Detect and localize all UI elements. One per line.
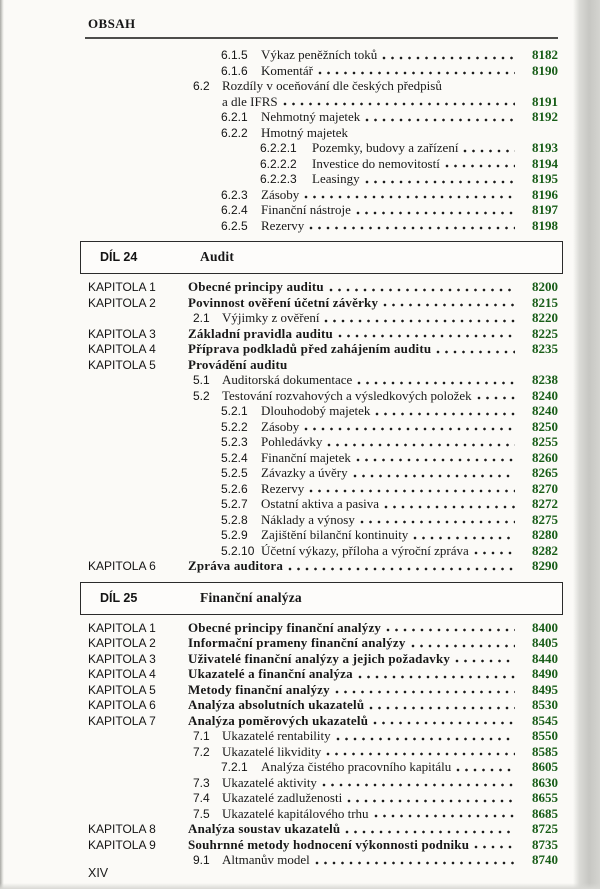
entry-title: Metody finanční analýzy [188,681,330,697]
entry-number: 5.2.10 [221,543,255,558]
toc-entry [88,94,558,110]
kapitola-label: KAPITOLA 3 [88,651,156,666]
entry-page: 8235 [532,341,558,356]
leader-dots [326,751,515,757]
entry-title: Ukazatelé rentability [222,728,331,743]
kapitola-label: KAPITOLA 5 [88,682,156,697]
entry-page: 8195 [532,171,558,186]
leader-dots [356,457,515,463]
entry-page: 8240 [532,403,558,418]
entry-page: 8196 [532,186,558,202]
toc-entry [88,279,558,295]
kapitola-label: KAPITOLA 7 [88,713,156,728]
toc-entry [88,713,558,729]
leader-dots [365,117,515,123]
entry-title: Investice do nemovitostí [312,155,440,171]
leader-dots [318,70,515,76]
entry-number: 2.1 [193,311,210,325]
leader-dots [365,179,515,185]
leader-dots [384,504,515,510]
page-footer: XIV [88,866,109,880]
entry-number: 5.1 [193,373,210,387]
leader-dots [304,426,515,432]
entry-page: 8215 [532,294,558,310]
entry-title: a dle IFRS [222,93,278,109]
entry-page: 8197 [532,202,558,217]
toc-entry [88,341,558,357]
toc-entry [88,63,558,79]
page-content [88,16,558,868]
entry-title: Pohledávky [261,434,323,449]
toc-entry [88,171,558,187]
entry-page: 8198 [532,217,558,233]
entry-title: Rezervy [261,480,305,496]
entry-number: 6.1.6 [221,63,248,78]
toc-sections [88,47,558,868]
dil-title: Audit [200,249,235,264]
entry-number: 9.1 [193,853,210,867]
kapitola-label: KAPITOLA 3 [88,326,156,341]
entry-number: 5.2.3 [221,435,248,449]
leader-dots [345,829,515,835]
toc-entry [88,481,558,497]
entry-page: 8270 [532,480,558,496]
entry-title: Analýza poměrových ukazatelů [188,712,369,728]
leader-dots [474,844,515,850]
entry-number: 6.1.5 [221,48,248,62]
leader-dots [335,689,515,695]
entry-page: 8405 [532,635,558,650]
toc-entry [88,202,558,218]
entry-number: 6.2.1 [221,110,248,124]
entry-title: Náklady a výnosy [261,511,355,527]
toc-entry [88,187,558,203]
toc-entry [88,527,558,543]
toc-entry [88,744,558,760]
entry-number: 5.2 [193,388,210,403]
toc-entry [88,558,558,574]
entry-number: 7.3 [193,775,210,790]
toc-entry [88,403,558,419]
toc-entry [88,697,558,713]
toc-entry [88,821,558,837]
entry-page: 8240 [532,387,558,403]
entry-page: 8194 [532,155,558,171]
toc-entry [88,635,558,651]
entry-page: 8605 [532,759,558,774]
leader-dots [456,767,515,773]
leader-dots [477,395,515,401]
entry-title: Rezervy [261,217,305,233]
entry-title: Ostatní aktiva a pasiva [261,496,380,511]
leader-dots [357,380,515,386]
entry-page: 8490 [532,666,558,681]
toc-entry [88,465,558,481]
leader-dots [375,411,515,417]
toc-entry [88,496,558,512]
entry-title: Obecné principy finanční analýzy [188,619,382,635]
toc-entry [88,450,558,466]
kapitola-label: KAPITOLA 8 [88,822,156,836]
entry-page: 8740 [532,852,558,867]
leader-dots [309,225,515,231]
entry-page: 8191 [532,93,558,109]
entry-page: 8272 [532,496,558,511]
entry-page: 8725 [532,821,558,836]
entry-title: Analýza čistého pracovního kapitálu [261,759,452,774]
entry-title: Altmanův model [222,852,310,867]
entry-title: Provádění auditu [188,356,288,372]
entry-page: 8200 [532,279,558,294]
entry-number: 7.2.1 [221,760,248,774]
leader-dots [356,210,515,216]
entry-title: Zásoby [261,186,300,202]
entry-title: Uživatelé finanční analýzy a jejich požadavky [188,650,451,666]
entry-title: Výjimky z ověření [222,310,320,325]
entry-page: 8550 [532,728,558,743]
toc-entry [88,140,558,156]
toc-entry [88,419,558,435]
entry-number: 7.2 [193,744,210,759]
entry-page: 8265 [532,465,558,480]
entry-number: 5.2.5 [221,466,248,480]
scan-edge-right [573,0,600,889]
entry-page: 8250 [532,418,558,434]
entry-page: 8192 [532,109,558,124]
leader-dots [413,535,515,541]
toc-entry [88,357,558,373]
entry-page: 8238 [532,372,558,387]
leader-dots [315,860,515,866]
entry-title: Komentář [261,62,313,78]
dil-label: DÍL 25 [100,590,138,605]
entry-page: 8220 [532,310,558,325]
leader-dots [324,318,515,324]
entry-title: Příprava podkladů před zahájením auditu [188,341,432,356]
toc-entry [88,434,558,450]
entry-page: 8190 [532,62,558,78]
entry-number: 7.4 [193,791,210,805]
scan-edge-left [0,0,4,889]
entry-number: 5.2.8 [221,512,248,527]
entry-title: Souhrnné metody hodnocení výkonnosti podniku [188,836,470,852]
leader-dots [283,101,515,107]
dil-label: DÍL 24 [100,250,138,264]
leader-dots [411,643,515,649]
scan-edge-bottom [0,883,600,889]
entry-title: Účetní výkazy, příloha a výroční zpráva [261,542,469,558]
entry-page: 8193 [532,140,558,155]
toc-entry [88,651,558,667]
toc-entry [88,775,558,791]
leader-dots [322,782,515,788]
leader-dots [288,566,515,572]
kapitola-label: KAPITOLA 1 [88,280,156,294]
kapitola-label: KAPITOLA 4 [88,342,156,356]
leader-dots [374,813,515,819]
entry-page: 8545 [532,712,558,728]
toc-entry [88,156,558,172]
leader-dots [327,442,515,448]
entry-number: 5.2.1 [221,404,248,418]
entry-title: Závazky a úvěry [261,465,348,480]
entry-title: Nehmotný majetek [261,109,361,124]
leader-dots [455,658,515,664]
entry-number: 5.2.7 [221,497,248,511]
toc-entry [88,620,558,636]
entry-title: Rozdíly v oceňování dle českých předpisů [222,78,442,93]
entry-number: 7.5 [193,806,210,821]
entry-title: Povinnost ověření účetní závěrky [188,294,379,310]
toc-entry [88,543,558,559]
entry-number: 6.2.5 [221,218,248,233]
entry-page: 8260 [532,449,558,465]
toc-entry [88,295,558,311]
entry-number: 5.2.4 [221,450,248,465]
entry-page: 8255 [532,434,558,449]
entry-title: Ukazatelé likvidity [222,743,322,759]
entry-title: Výkaz peněžních toků [261,47,378,62]
toc-entry [88,790,558,806]
entry-title: Dlouhodobý majetek [261,403,371,418]
toc-entry [88,47,558,63]
toc-entry [88,326,558,342]
dil-box [80,582,563,615]
entry-title: Základní pravidla auditu [188,325,333,341]
toc-entry [88,759,558,775]
kapitola-label: KAPITOLA 6 [88,559,156,573]
entry-page: 8630 [532,774,558,790]
kapitola-label: KAPITOLA 1 [88,620,156,635]
toc-entry [88,109,558,125]
entry-page: 8182 [532,47,558,62]
toc-entry [88,78,558,94]
entry-title: Obecné principy auditu [188,279,324,294]
dil-box [80,241,563,274]
entry-page: 8495 [532,681,558,697]
entry-page: 8290 [532,558,558,573]
entry-title: Finanční majetek [261,449,351,465]
toc-entry [88,837,558,853]
entry-title: Ukazatelé kapitálového trhu [222,805,369,821]
entry-title: Zásoby [261,418,300,434]
leader-dots [336,736,515,742]
entry-number: 7.1 [193,729,210,743]
toc-entry [88,682,558,698]
entry-page: 8275 [532,511,558,527]
entry-page: 8735 [532,836,558,852]
entry-title: Analýza soustav ukazatelů [188,821,341,836]
leader-dots [474,550,515,556]
toc-entry [88,512,558,528]
entry-title: Finanční nástroje [261,202,351,217]
entry-title: Ukazatelé zadluženosti [222,790,343,805]
page-header: OBSAH [88,16,136,31]
leader-dots [436,349,515,355]
entry-page: 8400 [532,619,558,635]
entry-number: 6.2 [193,79,210,93]
entry-number: 6.2.2.2 [260,156,297,171]
entry-number: 6.2.2.3 [260,172,297,186]
entry-title: Informační prameny finanční analýzy [188,635,406,650]
leader-dots [347,798,515,804]
entry-title: Ukazatelé aktivity [222,774,317,790]
kapitola-label: KAPITOLA 2 [88,295,156,310]
toc-entry [88,852,558,868]
leader-dots [463,148,515,154]
entry-title: Ukazatelé a finanční analýza [188,666,353,681]
leader-dots [360,519,515,525]
leader-dots [386,627,515,633]
entry-number: 5.2.9 [221,528,248,542]
entry-page: 8225 [532,325,558,341]
entry-number: 6.2.2.1 [260,141,297,155]
entry-page: 8530 [532,697,558,712]
leader-dots [353,473,515,479]
toc-entry [88,372,558,388]
entry-number: 5.2.2 [221,419,248,434]
header-rule [85,37,558,39]
entry-title: Testování rozvahových a výsledkových položek [222,387,472,403]
entry-title: Zpráva auditora [188,558,284,573]
entry-page: 8282 [532,542,558,558]
kapitola-label: KAPITOLA 9 [88,837,156,852]
toc-entry [88,125,558,141]
leader-dots [383,302,515,308]
entry-title: Leasingy [312,171,360,186]
entry-number: 6.2.2 [221,125,248,140]
entry-number: 6.2.4 [221,203,248,217]
leader-dots [373,720,515,726]
entry-page: 8280 [532,527,558,542]
toc-entry [88,806,558,822]
toc-entry [88,388,558,404]
leader-dots [369,705,515,711]
entry-title: Zajištění bilanční kontinuity [261,527,409,542]
toc-entry [88,666,558,682]
entry-number: 6.2.3 [221,187,248,202]
entry-number: 5.2.6 [221,481,248,496]
entry-page: 8440 [532,650,558,666]
leader-dots [309,488,515,494]
entry-page: 8655 [532,790,558,805]
entry-title: Pozemky, budovy a zařízení [312,140,459,155]
toc-entry [88,310,558,326]
leader-dots [338,333,515,339]
entry-title: Hmotný majetek [261,124,349,140]
kapitola-label: KAPITOLA 4 [88,667,156,681]
leader-dots [382,55,515,61]
toc-entry [88,218,558,234]
entry-page: 8685 [532,805,558,821]
toc-entry [88,728,558,744]
leader-dots [304,194,515,200]
dil-title: Finanční analýza [200,589,302,605]
kapitola-label: KAPITOLA 6 [88,698,156,712]
leader-dots [445,163,515,169]
entry-title: Analýza absolutních ukazatelů [188,697,365,712]
leader-dots [329,287,515,293]
leader-dots [358,674,515,680]
kapitola-label: KAPITOLA 5 [88,357,156,372]
entry-page: 8585 [532,743,558,759]
entry-title: Auditorská dokumentace [222,372,353,387]
kapitola-label: KAPITOLA 2 [88,636,156,650]
